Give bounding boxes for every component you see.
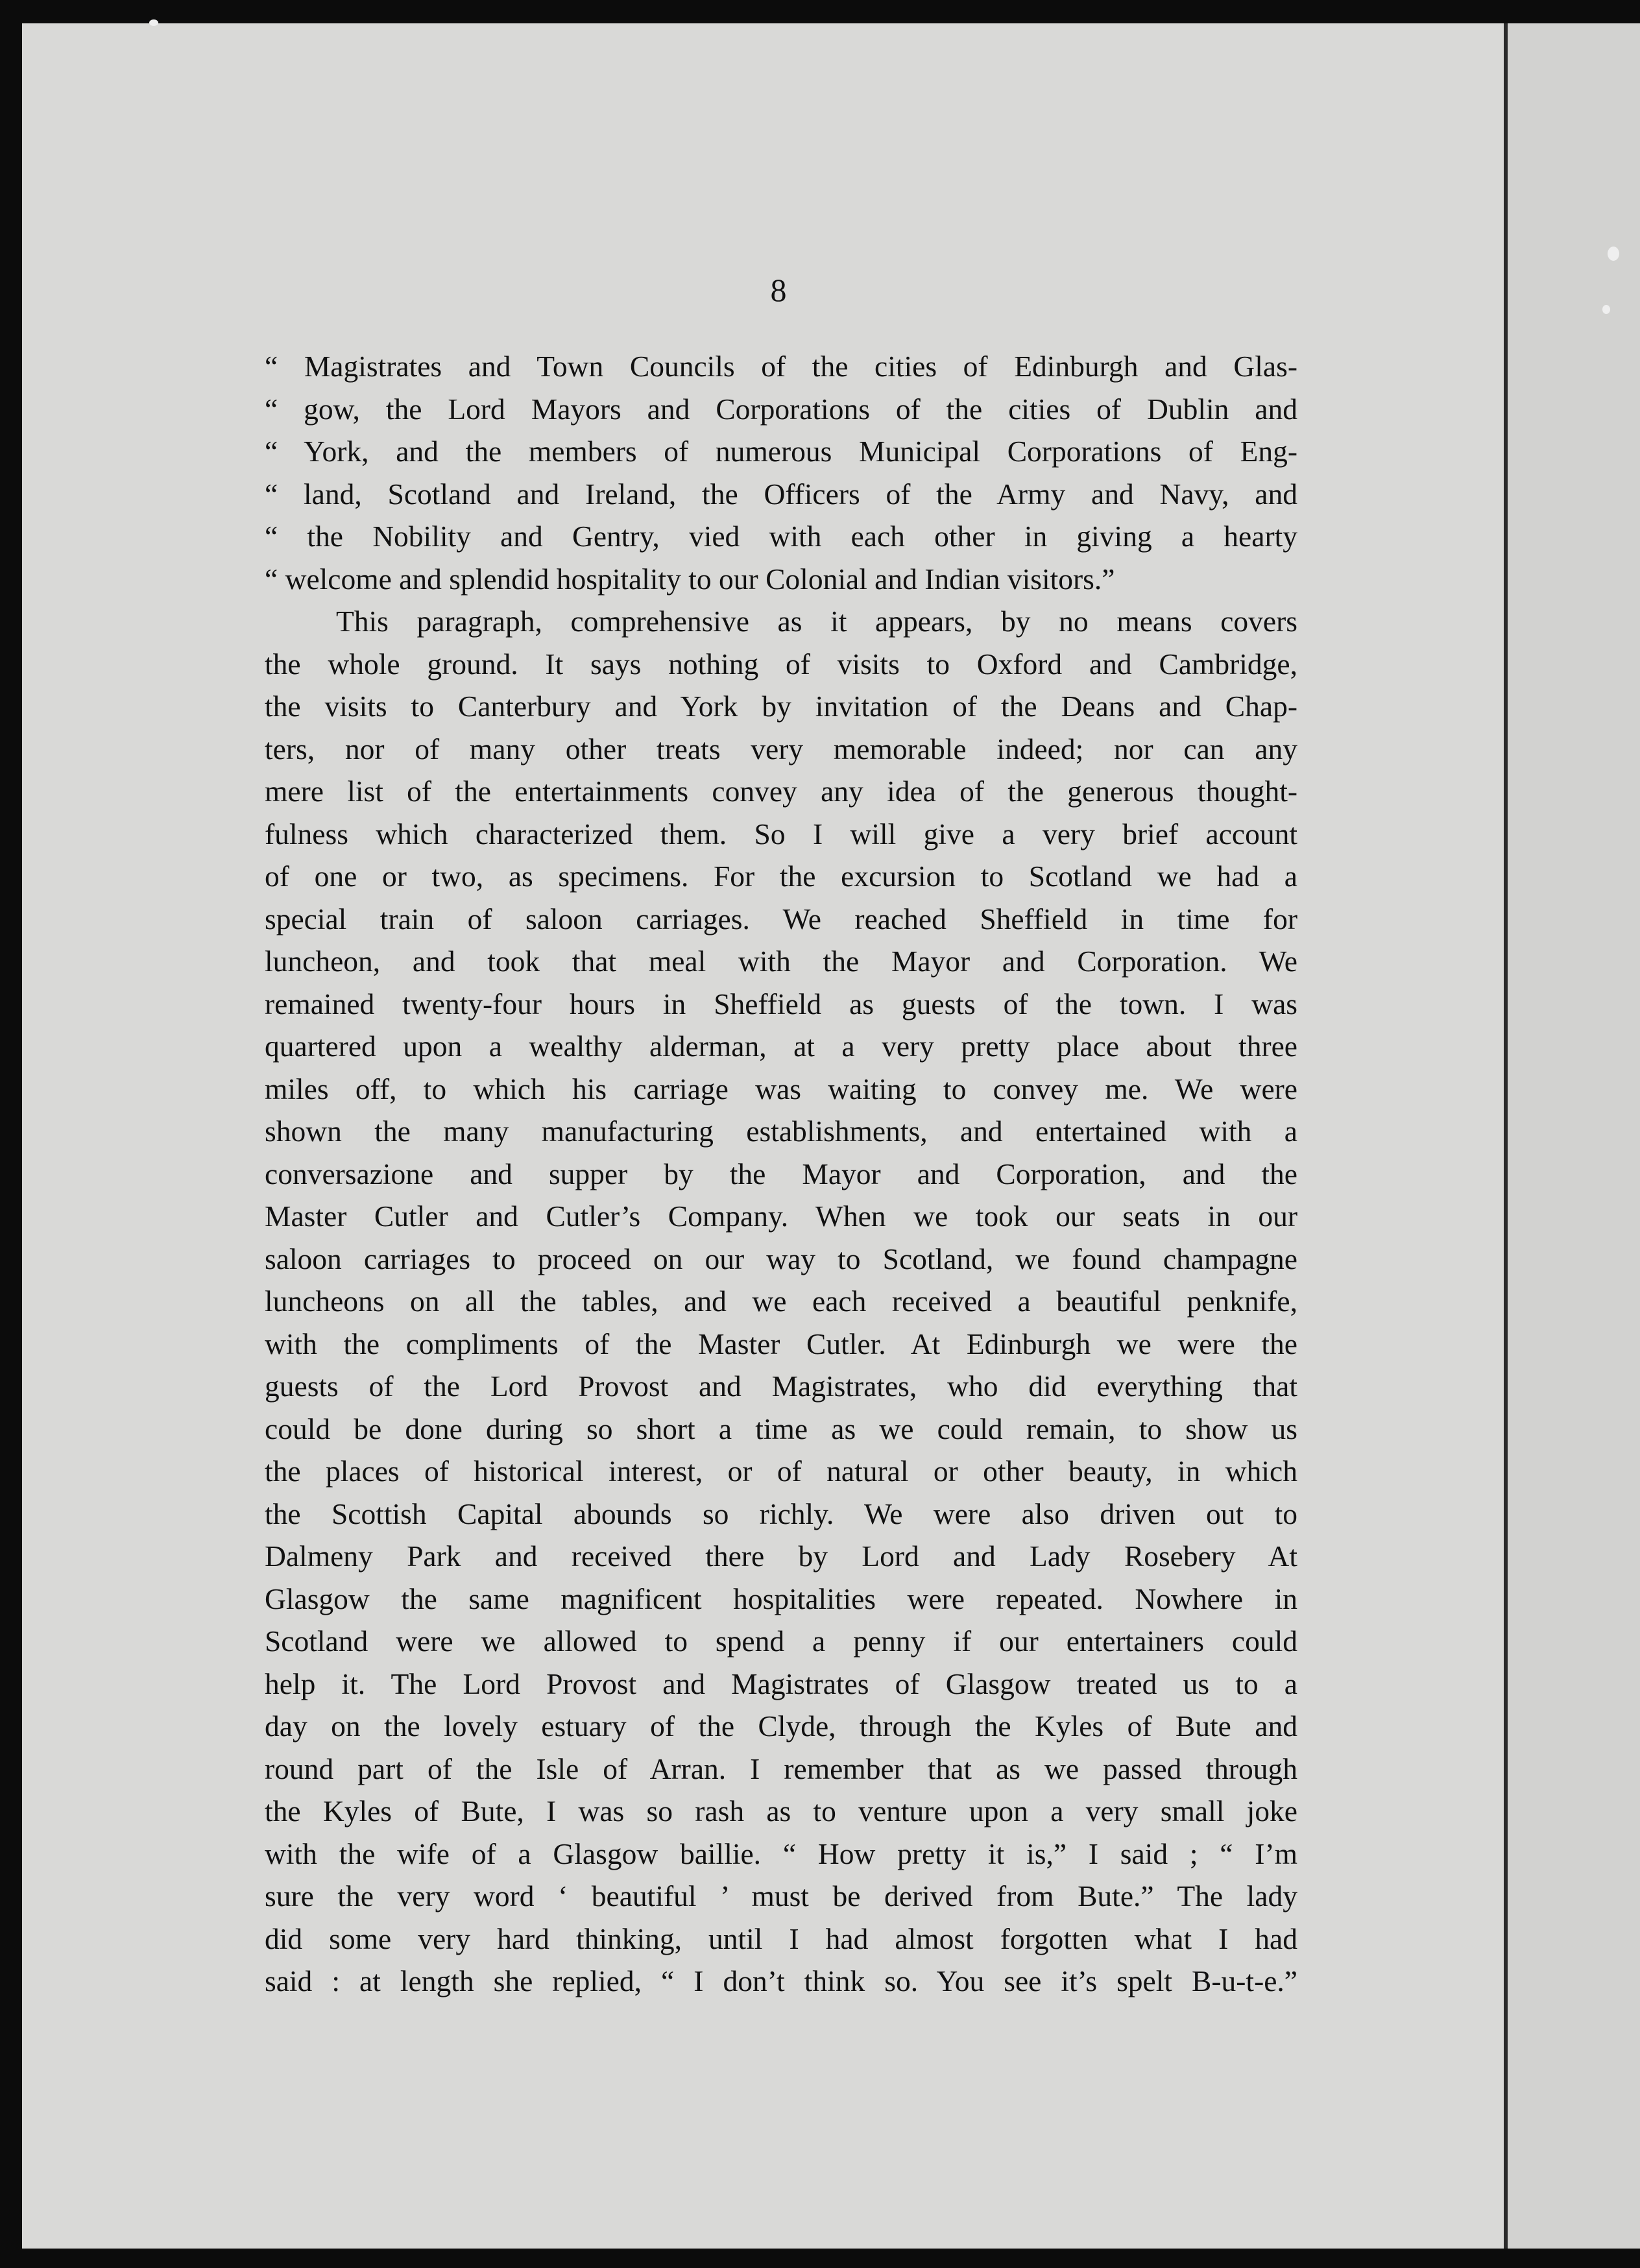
text-line: remained twenty-four hours in Sheffield as guests of the town. I was	[265, 987, 1297, 1020]
text-line: “ Magistrates and Town Councils of the cities of Edinburgh and Glas-	[265, 350, 1297, 383]
text-line: “ the Nobility and Gentry, vied with each other in giving a hearty	[265, 520, 1297, 553]
text-line: Glasgow the same magnificent hospitalities were repeated. Nowhere in	[265, 1582, 1297, 1615]
text-line: “ gow, the Lord Mayors and Corporations of the cities of Dublin and	[265, 392, 1297, 426]
paper-speck	[149, 19, 158, 26]
body-text	[265, 345, 1297, 2003]
page-number: 8	[770, 272, 787, 308]
text-line: “ York, and the members of numerous Municipal Corporations of Eng-	[265, 435, 1297, 468]
text-line: said : at length she replied, “ I don’t think so. You see it’s spelt B-u-t-e.”	[265, 1964, 1297, 1997]
text-line: round part of the Isle of Arran. I remember that as we passed through	[265, 1752, 1297, 1785]
text-line: “ land, Scotland and Ireland, the Officers of the Army and Navy, and	[265, 477, 1297, 511]
text-line: luncheon, and took that meal with the Mayor and Corporation. We	[265, 945, 1297, 978]
text-line: shown the many manufacturing establishments, and entertained with a	[265, 1115, 1297, 1148]
text-line: special train of saloon carriages. We reached Sheffield in time for	[265, 902, 1297, 935]
text-line: fulness which characterized them. So I will give a very brief account	[265, 817, 1297, 850]
text-line: Dalmeny Park and received there by Lord and Lady Rosebery At	[265, 1539, 1297, 1573]
text-line: quartered upon a wealthy alderman, at a very pretty place about three	[265, 1030, 1297, 1063]
text-line: the whole ground. It says nothing of visits to Oxford and Cambridge,	[265, 647, 1297, 681]
text-line: guests of the Lord Provost and Magistrates, who did everything that	[265, 1369, 1297, 1403]
text-line: mere list of the entertainments convey any idea of the generous thought-	[265, 775, 1297, 808]
text-line: saloon carriages to proceed on our way to Scotland, we found champagne	[265, 1242, 1297, 1275]
text-line: could be done during so short a time as we could remain, to show us	[265, 1412, 1297, 1445]
text-line: the visits to Canterbury and York by invitation of the Deans and Chap-	[265, 690, 1297, 723]
text-line: did some very hard thinking, until I had almost forgotten what I had	[265, 1922, 1297, 1955]
text-line: luncheons on all the tables, and we each received a beautiful penknife,	[265, 1285, 1297, 1318]
text-line: with the wife of a Glasgow baillie. “ How pretty it is,” I said ; “ I’m	[265, 1837, 1297, 1870]
text-line: Master Cutler and Cutler’s Company. When we took our seats in our	[265, 1200, 1297, 1233]
text-line: with the compliments of the Master Cutler. At Edinburgh we were the	[265, 1327, 1297, 1360]
text-line: Scotland were we allowed to spend a penny if our entertainers could	[265, 1624, 1297, 1658]
text-line: ters, nor of many other treats very memorable indeed; nor can any	[265, 732, 1297, 766]
paper-speck	[1608, 247, 1619, 261]
text-line: day on the lovely estuary of the Clyde, through the Kyles of Bute and	[265, 1709, 1297, 1743]
text-line: the places of historical interest, or of natural or other beauty, in which	[265, 1454, 1297, 1488]
text-line: of one or two, as specimens. For the excursion to Scotland we had a	[265, 860, 1297, 893]
paper-speck	[1602, 305, 1610, 314]
text-line: This paragraph, comprehensive as it appears, by no means covers	[336, 605, 1297, 638]
text-line: the Kyles of Bute, I was so rash as to venture upon a very small joke	[265, 1794, 1297, 1828]
text-line: the Scottish Capital abounds so richly. We were also driven out to	[265, 1497, 1297, 1530]
text-line: miles off, to which his carriage was waiting to convey me. We were	[265, 1072, 1297, 1105]
facing-page-edge	[1508, 23, 1640, 2249]
text-line: conversazione and supper by the Mayor and Corporation, and the	[265, 1157, 1297, 1190]
text-line: help it. The Lord Provost and Magistrates of Glasgow treated us to a	[265, 1667, 1297, 1700]
text-line: sure the very word ‘ beautiful ’ must be derived from Bute.” The lady	[265, 1879, 1297, 1912]
text-line: “ welcome and splendid hospitality to our Colonial and Indian visitors.”	[265, 562, 1115, 596]
